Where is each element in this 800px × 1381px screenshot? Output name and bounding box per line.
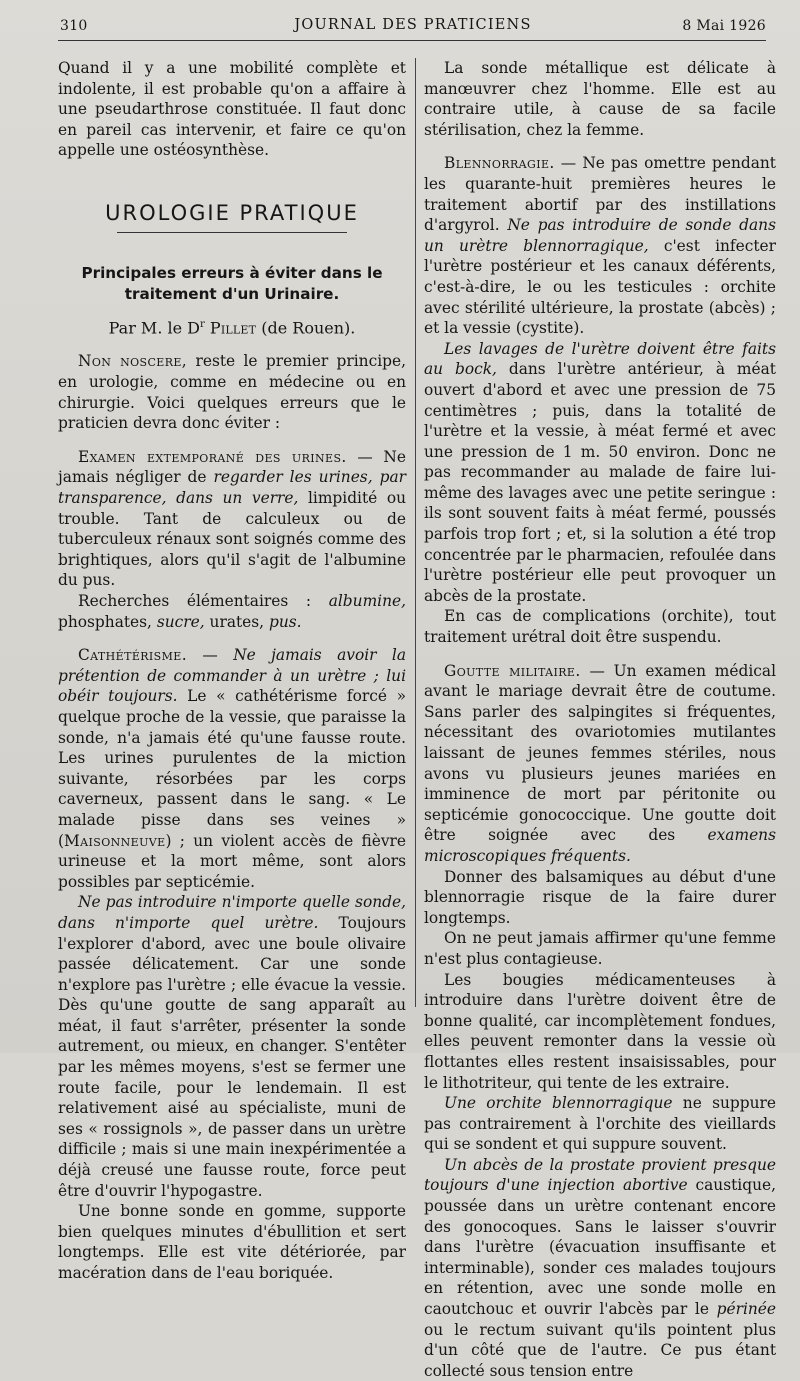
paragraph-non-noscere: Non noscere, reste le premier principe, en urologie, comme en médecine ou en chirurgie. Voici quelques erreurs que le praticien devra donc éviter : xyxy=(58,352,406,433)
article-title: Principales erreurs à éviter dans le traitement d'un Urinaire. xyxy=(81,263,383,303)
paragraph-sonde-metallique: La sonde métallique est délicate à manœuvrer chez l'homme. Elle est au contraire utile, à cause de sa facile stérilisation, chez la femme. xyxy=(424,59,776,139)
paragraph-orchite: Une orchite blennorragique ne suppure pas contrairement à l'orchite des vieillards qui se sondent et qui suppure souvent. xyxy=(424,1094,777,1154)
running-header xyxy=(60,16,766,38)
right-column xyxy=(424,58,776,1381)
paragraph-sonde-gomme: Une bonne sonde en gomme, supporte bien quelques minutes d'ébullition et sert longtemps. Elle est vite détériorée, par macération dans de l'eau boriquée. xyxy=(58,1202,406,1283)
paragraph-recherches: Recherches élémentaires : albumine, phosphates, sucre, urates, pus. xyxy=(58,592,406,631)
section-title: UROLOGIE PRATIQUE xyxy=(105,200,359,225)
author-line: Par M. le $D^r$ Pillet (de Rouen). xyxy=(108,317,356,337)
paragraph-abces-prostate: Un abcès de la prostate provient presque toujours d'une injection abortive caustique, poussée dans un urètre contenant encore des gonocoques. Sans le laisser s'ouvrir dans l'urètre (évacuation insuffisante et interminable), sonder ces malades toujours en rétention, avec une sonde molle en caoutchouc et ouvrir l'abcès par le périnée ou le rectum suivant qu'ils pointent plus d'un côté que de l'autre. Ce pus étant collecté sous tension entre xyxy=(424,1155,776,1380)
issue-date: 8 Mai 1926 xyxy=(682,18,766,34)
paragraph-examen-urines: Examen extemporané des urines. — Ne jamais négliger de regarder les urines, par transparence, dans un verre, limpidité ou trouble. Tant de calculeux ou de tuberculeux rénaux sont soignés comme des brightiques, alors qu'il s'agit de l'albumine du pus. xyxy=(58,447,406,590)
intro-paragraph: Quand il y a une mobilité complète et indolente, il est probable qu'on a affaire à une pseudarthrose constituée. Il faut donc en pareil cas intervenir, et faire ce qu'on appelle une ostéosynthèse. xyxy=(58,59,406,160)
author-name: Pillet xyxy=(209,317,257,337)
paragraph-goutte-militaire: Goutte militaire. — Un examen médical avant le mariage devrait être de coutume. Sans parler des salpingites si fréquentes, nécessitant des ovariotomies mutilantes laissant de jeunes femmes stériles, nous avons vu plusieurs jeunes mariées en imminence de mort par péritonite ou septicémie gonococcique. Une goutte doit être soignée avec des examens microscopiques fréquents. xyxy=(424,661,777,865)
paragraph-lavages: Les lavages de l'urètre doivent être faits au bock, dans l'urètre antérieur, à méat ouvert d'abord et avec une pression de 75 centimètres ; puis, dans la totalité de l'urètre et la vessie, à méat fermé et avec une pression de 1 m. 50 environ. Donc ne pas recommander au malade de faire lui-même des lavages avec une petite seringue : ils sont souvent faits à méat fermé, poussés parfois trop fort ; et, si la solution a été trop concentrée par le pharmacien, refoulée dans l'urètre postérieur elle peut provoquer un abcès de la prostate. xyxy=(424,339,776,605)
header-rule xyxy=(58,40,766,41)
paragraph-bougies: Les bougies médicamenteuses à introduire dans l'urètre doivent être de bonne qualité, car incomplètement fondues, elles peuvent remonter dans la vessie où flottantes elles restent insaisissables, pour le lithotriteur, qui tente de les extraire. xyxy=(424,970,776,1092)
paragraph-catheterisme: Cathétérisme. — Ne jamais avoir la prétention de commander à un urètre ; lui obéir toujours. Le « cathétérisme forcé » quelque proche de la vessie, que paraisse la sonde, n'a jamais été qu'une fausse route. Les urines purulentes de la miction suivante, résorbées par les corps caverneux, passent dans le sang. « Le malade pisse dans ses veines » (Maisonneuve) ; un violent accès de fièvre urineuse et la mort même, sont alors possibles par septicémie. xyxy=(58,646,407,891)
column-divider xyxy=(415,58,416,1007)
paragraph-complications: En cas de complications (orchite), tout traitement urétral doit être suspendu. xyxy=(424,607,776,647)
page-number: 310 xyxy=(60,18,88,34)
left-column xyxy=(58,58,406,1284)
journal-title: JOURNAL DES PRATICIENS xyxy=(294,17,532,33)
paragraph-blennorragie: Blennorragie. — Ne pas omettre pendant les quarante-huit premières heures le traitement abortif par des instillations d'argyrol. Ne pas introduire de sonde dans un urètre blennorragique, c'est infecter l'urètre postérieur et les canaux déférents, c'est-à-dire, le ou les testicules : orchite avec stérilité ultérieure, la prostate (abcès) ; et la vessie (cystite). xyxy=(424,154,776,338)
paragraph-contagieuse: On ne peut jamais affirmer qu'une femme n'est plus contagieuse. xyxy=(424,929,776,968)
paragraph-balsamiques: Donner des balsamiques au début d'une blennorragie risque de la faire durer longtemps. xyxy=(424,867,776,927)
paragraph-sonde-exploration: Ne pas introduire n'importe quelle sonde, dans n'importe quel urètre. Toujours l'explorer d'abord, avec une boule olivaire passée délicatement. Car une sonde n'explore pas l'urètre ; elle évacue la vessie. Dès qu'une goutte de sang apparaît au méat, il faut s'arrêter, présenter la sonde autrement, ou mieux, en changer. S'entêter par les mêmes moyens, s'est se fermer une route facile, pour le lendemain. Il est relativement aisé au spécialiste, muni de ses « rossignols », de passer dans un urètre difficile ; mais si une main inexpérimentée a déjà creusé une fausse route, force peut être d'ouvrir l'hypogastre. xyxy=(58,893,406,1200)
section-title-rule xyxy=(117,232,347,233)
